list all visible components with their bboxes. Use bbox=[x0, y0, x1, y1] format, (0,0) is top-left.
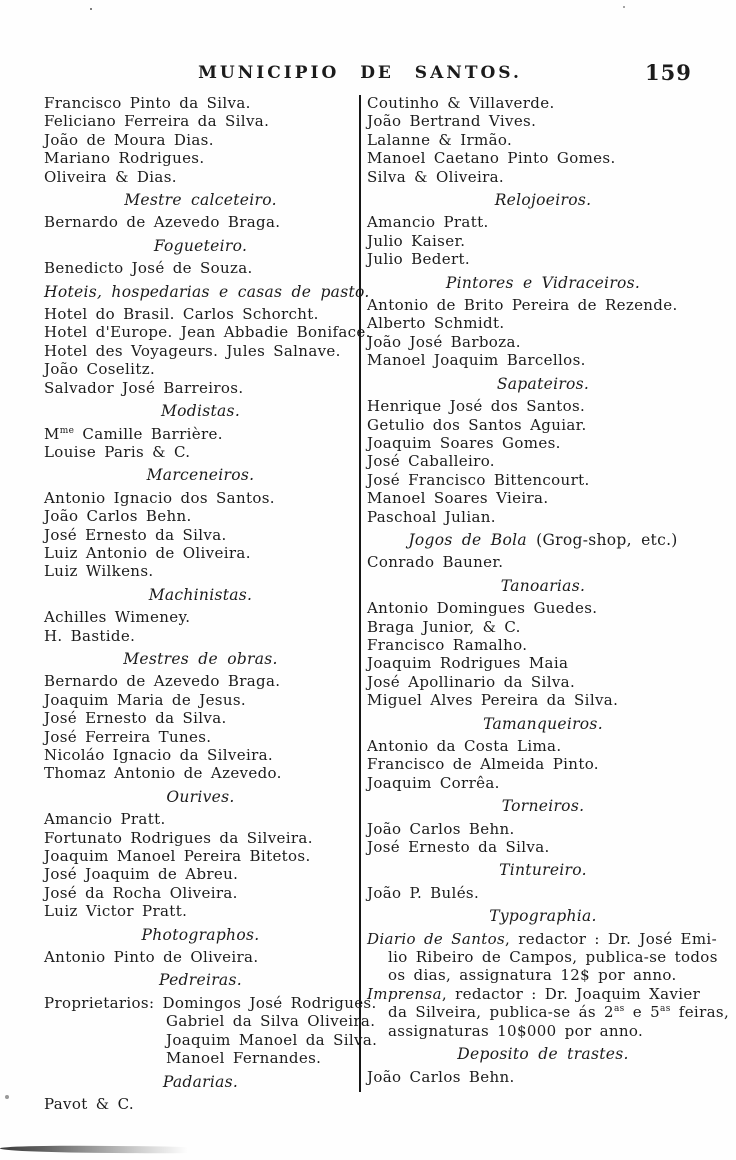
scan-artifact-speck bbox=[90, 8, 92, 10]
directory-entry bbox=[367, 250, 719, 268]
directory-entry bbox=[44, 131, 357, 149]
directory-entry bbox=[44, 691, 357, 709]
directory-entry bbox=[367, 930, 719, 948]
text-run: Deposito de trastes. bbox=[457, 1045, 629, 1064]
text-run: Braga Junior, & C. bbox=[367, 617, 521, 636]
text-run: Miguel Alves Pereira da Silva. bbox=[367, 691, 619, 710]
column-divider-rule bbox=[359, 95, 361, 1092]
text-run: Thomaz Antonio de Azevedo. bbox=[44, 764, 282, 783]
text-run: e 5 bbox=[624, 1003, 660, 1022]
text-run: João Bertrand Vives. bbox=[367, 112, 537, 131]
directory-entry bbox=[44, 489, 357, 507]
text-run: Bernardo de Azevedo Braga. bbox=[44, 672, 281, 691]
text-run: João de Moura Dias. bbox=[44, 130, 214, 149]
directory-entry bbox=[367, 131, 719, 149]
section-heading bbox=[44, 237, 357, 255]
section-heading bbox=[44, 926, 357, 944]
text-run: Machinistas. bbox=[148, 585, 253, 604]
directory-entry bbox=[44, 213, 357, 231]
text-run: João José Barboza. bbox=[367, 332, 521, 351]
text-run: Marceneiros. bbox=[146, 466, 255, 485]
directory-entry bbox=[367, 397, 719, 415]
section-heading bbox=[44, 1073, 357, 1091]
text-run: Antonio Pinto de Oliveira. bbox=[44, 948, 259, 967]
text-run: Salvador José Barreiros. bbox=[44, 378, 244, 397]
directory-entry bbox=[44, 425, 357, 443]
text-run: José Ernesto da Silva. bbox=[367, 838, 550, 857]
section-heading bbox=[44, 788, 357, 806]
left-column bbox=[44, 94, 378, 1113]
section-heading bbox=[367, 1045, 719, 1063]
text-run: José Ferreira Tunes. bbox=[44, 727, 212, 746]
directory-entry bbox=[44, 728, 357, 746]
directory-entry bbox=[367, 296, 719, 314]
text-run: Hotel des Voyageurs. Jules Salnave. bbox=[44, 341, 341, 360]
directory-entry bbox=[44, 1012, 376, 1031]
text-run: José da Rocha Oliveira. bbox=[44, 883, 238, 902]
text-run: Hoteis, hospedarias e casas de pasto. bbox=[44, 282, 370, 301]
text-run: Antonio Domingues Guedes. bbox=[367, 599, 598, 618]
text-run: Achilles Wimeney. bbox=[44, 608, 191, 627]
directory-entry bbox=[44, 379, 357, 397]
text-run: as bbox=[660, 1004, 671, 1015]
text-run: Tintureiro. bbox=[499, 861, 587, 880]
text-run: Conrado Bauner. bbox=[367, 553, 504, 572]
text-run: Ourives. bbox=[166, 787, 235, 806]
text-run: Manoel Soares Vieira. bbox=[367, 489, 549, 508]
text-run: Fortunato Rodrigues da Silveira. bbox=[44, 828, 313, 847]
directory-entry bbox=[367, 599, 719, 617]
text-run: Julio Kaiser. bbox=[367, 231, 466, 250]
section-heading bbox=[367, 907, 719, 925]
directory-entry bbox=[44, 94, 357, 112]
text-run: Henrique José dos Santos. bbox=[367, 397, 586, 416]
text-run: , redactor : Dr. José Emi- bbox=[505, 929, 717, 948]
text-run: Gabriel da Silva Oliveira. bbox=[166, 1012, 376, 1031]
text-run: Joaquim Corrêa. bbox=[367, 773, 500, 792]
text-run: Torneiros. bbox=[501, 797, 585, 816]
text-run: Photographos. bbox=[141, 925, 260, 944]
directory-entry bbox=[367, 618, 719, 636]
directory-entry bbox=[44, 810, 357, 828]
text-run: Pedreiras. bbox=[159, 971, 242, 990]
text-run: Joaquim Maria de Jesus. bbox=[44, 690, 247, 709]
text-run: M bbox=[44, 424, 60, 443]
text-run: José Caballeiro. bbox=[367, 452, 495, 471]
text-run: os dias, assignatura 12$ por anno. bbox=[388, 966, 677, 985]
directory-entry bbox=[44, 865, 357, 883]
directory-entry bbox=[367, 820, 719, 838]
text-run: João Carlos Behn. bbox=[367, 819, 515, 838]
section-heading bbox=[367, 797, 719, 815]
section-heading bbox=[44, 586, 357, 604]
directory-entry bbox=[44, 672, 357, 690]
text-run: Proprietarios: Domingos José Rodrigues. bbox=[44, 993, 377, 1012]
directory-entry bbox=[44, 323, 371, 342]
directory-entry bbox=[367, 149, 719, 167]
directory-entry bbox=[44, 526, 357, 544]
directory-entry bbox=[367, 112, 719, 130]
directory-entry bbox=[367, 737, 719, 755]
text-run: Luiz Antonio de Oliveira. bbox=[44, 543, 251, 562]
directory-entry bbox=[44, 884, 357, 902]
text-run: Joaquim Manoel da Silva. bbox=[166, 1030, 378, 1049]
text-run: José Francisco Bittencourt. bbox=[367, 470, 590, 489]
directory-entry bbox=[367, 1003, 730, 1022]
text-run: Luiz Wilkens. bbox=[44, 562, 154, 581]
text-run: as bbox=[613, 1004, 625, 1015]
text-run: Lalanne & Irmão. bbox=[367, 130, 513, 149]
text-run: Mestre calceteiro. bbox=[124, 191, 277, 210]
directory-entry bbox=[44, 259, 357, 277]
directory-entry bbox=[44, 562, 357, 580]
text-run: Getulio dos Santos Aguiar. bbox=[367, 415, 587, 434]
directory-entry bbox=[44, 168, 357, 186]
text-run: , redactor : Dr. Joaquim Xavier bbox=[441, 984, 701, 1003]
text-run: José Ernesto da Silva. bbox=[44, 709, 227, 728]
text-run: Sapateiros. bbox=[496, 374, 590, 393]
directory-entry bbox=[44, 1049, 357, 1067]
directory-entry bbox=[367, 452, 719, 470]
text-run: João Coselitz. bbox=[44, 360, 156, 379]
section-heading bbox=[44, 282, 370, 301]
directory-entry bbox=[44, 608, 357, 626]
text-run: Camille Barrière. bbox=[74, 424, 223, 443]
text-run: Paschoal Julian. bbox=[367, 507, 496, 526]
directory-entry bbox=[44, 847, 357, 865]
text-run: Tamanqueiros. bbox=[483, 714, 603, 733]
text-run: João P. Bulés. bbox=[367, 883, 480, 902]
directory-entry bbox=[367, 232, 719, 250]
section-heading bbox=[44, 971, 357, 989]
text-run: Silva & Oliveira. bbox=[367, 167, 505, 186]
page-number: 159 bbox=[645, 60, 692, 85]
directory-entry bbox=[44, 112, 357, 130]
directory-entry bbox=[367, 168, 719, 186]
text-run: Hotel d'Europe. Jean Abbadie Boniface. bbox=[44, 323, 371, 342]
text-run: feiras, bbox=[670, 1003, 730, 1022]
text-run: H. Bastide. bbox=[44, 626, 136, 645]
right-column bbox=[367, 94, 730, 1086]
directory-entry bbox=[367, 351, 719, 369]
directory-entry bbox=[367, 838, 719, 856]
section-heading bbox=[367, 861, 719, 879]
directory-entry bbox=[44, 993, 377, 1012]
section-heading bbox=[367, 274, 719, 292]
directory-entry bbox=[367, 434, 719, 452]
directory-entry bbox=[367, 553, 719, 571]
text-run: João Carlos Behn. bbox=[44, 507, 192, 526]
text-run: Manoel Caetano Pinto Gomes. bbox=[367, 149, 616, 168]
directory-entry bbox=[367, 691, 719, 709]
text-run: João Carlos Behn. bbox=[367, 1067, 515, 1086]
directory-entry bbox=[367, 654, 719, 672]
text-run: assignaturas 10$000 por anno. bbox=[388, 1021, 644, 1040]
text-run: Mestres de obras. bbox=[123, 649, 278, 668]
directory-entry bbox=[367, 333, 719, 351]
section-heading bbox=[44, 191, 357, 209]
text-run: Manoel Joaquim Barcellos. bbox=[367, 351, 586, 370]
text-run: Nicoláo Ignacio da Silveira. bbox=[44, 746, 274, 764]
section-heading bbox=[367, 375, 719, 393]
text-run: Modistas. bbox=[160, 402, 241, 421]
text-run: Imprensa bbox=[367, 984, 442, 1003]
text-run: Jogos de Bola bbox=[408, 530, 537, 549]
directory-entry bbox=[367, 1022, 719, 1040]
directory-entry bbox=[367, 985, 719, 1003]
section-heading bbox=[44, 650, 357, 668]
section-heading bbox=[44, 402, 357, 420]
directory-entry bbox=[367, 508, 719, 526]
text-run: lio Ribeiro de Campos, publica-se todos bbox=[388, 948, 718, 967]
directory-entry bbox=[367, 314, 719, 332]
section-heading bbox=[367, 531, 719, 549]
directory-entry bbox=[367, 1068, 719, 1086]
text-run: Alberto Schmidt. bbox=[367, 314, 505, 333]
directory-entry bbox=[44, 544, 357, 562]
directory-entry bbox=[44, 342, 357, 360]
text-run: Joaquim Manoel Pereira Bitetos. bbox=[44, 847, 311, 866]
text-run: Joaquim Soares Gomes. bbox=[367, 433, 561, 452]
text-run: Francisco Ramalho. bbox=[367, 635, 528, 654]
text-run: Louise Paris & C. bbox=[44, 442, 191, 461]
text-run: Antonio da Costa Lima. bbox=[367, 737, 562, 755]
directory-entry bbox=[367, 673, 719, 691]
directory-entry bbox=[367, 94, 719, 112]
directory-entry bbox=[367, 636, 719, 654]
directory-entry bbox=[44, 149, 357, 167]
section-heading bbox=[367, 191, 719, 209]
directory-entry bbox=[367, 489, 719, 507]
text-run: Hotel do Brasil. Carlos Schorcht. bbox=[44, 305, 319, 324]
text-run: Pintores e Vidraceiros. bbox=[445, 273, 641, 292]
directory-entry bbox=[44, 305, 357, 323]
directory-entry bbox=[44, 1030, 378, 1049]
text-run: Luiz Victor Pratt. bbox=[44, 902, 188, 921]
page-title: MUNICIPIO DE SANTOS. bbox=[198, 63, 522, 83]
text-run: da Silveira, publica-se ás 2 bbox=[388, 1003, 614, 1022]
text-run: Tanoarias. bbox=[500, 576, 586, 595]
directory-entry bbox=[44, 829, 357, 847]
text-run: me bbox=[59, 425, 75, 436]
directory-entry bbox=[44, 443, 357, 461]
text-run: Oliveira & Dias. bbox=[44, 167, 177, 186]
directory-entry bbox=[44, 627, 357, 645]
text-run: José Apollinario da Silva. bbox=[367, 672, 576, 691]
directory-entry bbox=[44, 764, 357, 782]
text-run: Mariano Rodrigues. bbox=[44, 149, 205, 168]
text-run: Pavot & C. bbox=[44, 1094, 134, 1113]
text-run: Coutinho & Villaverde. bbox=[367, 94, 555, 112]
text-run: Bernardo de Azevedo Braga. bbox=[44, 213, 281, 232]
section-heading bbox=[367, 577, 719, 595]
directory-entry bbox=[367, 774, 719, 792]
section-heading bbox=[44, 466, 357, 484]
directory-entry bbox=[44, 1095, 357, 1113]
text-run: Joaquim Rodrigues Maia bbox=[367, 654, 569, 673]
directory-entry bbox=[367, 416, 719, 434]
directory-entry bbox=[367, 884, 719, 902]
text-run: Feliciano Ferreira da Silva. bbox=[44, 112, 270, 131]
directory-entry bbox=[44, 507, 357, 525]
text-run: Antonio de Brito Pereira de Rezende. bbox=[367, 296, 678, 315]
text-run: Diario de Santos bbox=[367, 929, 506, 948]
text-run: Francisco de Almeida Pinto. bbox=[367, 755, 599, 774]
directory-entry bbox=[44, 709, 357, 727]
text-run: (Grog-shop, etc.) bbox=[536, 530, 678, 549]
text-run: Fogueteiro. bbox=[153, 236, 248, 255]
text-run: José Ernesto da Silva. bbox=[44, 525, 227, 544]
text-run: Relojoeiros. bbox=[494, 191, 592, 210]
text-run: Julio Bedert. bbox=[367, 250, 470, 269]
text-run: Padarias. bbox=[162, 1072, 239, 1091]
directory-entry bbox=[367, 471, 719, 489]
text-run: Typographia. bbox=[489, 907, 597, 926]
directory-entry bbox=[44, 360, 357, 378]
directory-entry bbox=[367, 755, 719, 773]
directory-entry bbox=[44, 948, 357, 966]
directory-entry bbox=[367, 213, 719, 231]
text-run: Manoel Fernandes. bbox=[166, 1049, 322, 1068]
text-run: Benedicto José de Souza. bbox=[44, 259, 253, 278]
directory-entry bbox=[44, 746, 357, 764]
text-run: José Joaquim de Abreu. bbox=[44, 865, 239, 884]
directory-entry bbox=[367, 966, 719, 984]
text-run: Antonio Ignacio dos Santos. bbox=[44, 488, 275, 507]
directory-entry bbox=[44, 902, 357, 920]
section-heading bbox=[367, 715, 719, 733]
scan-artifact-smudge bbox=[0, 1145, 235, 1154]
text-run: Amancio Pratt. bbox=[44, 810, 166, 829]
text-run: Francisco Pinto da Silva. bbox=[44, 94, 251, 112]
directory-entry bbox=[367, 948, 719, 966]
text-run: Amancio Pratt. bbox=[367, 213, 489, 232]
